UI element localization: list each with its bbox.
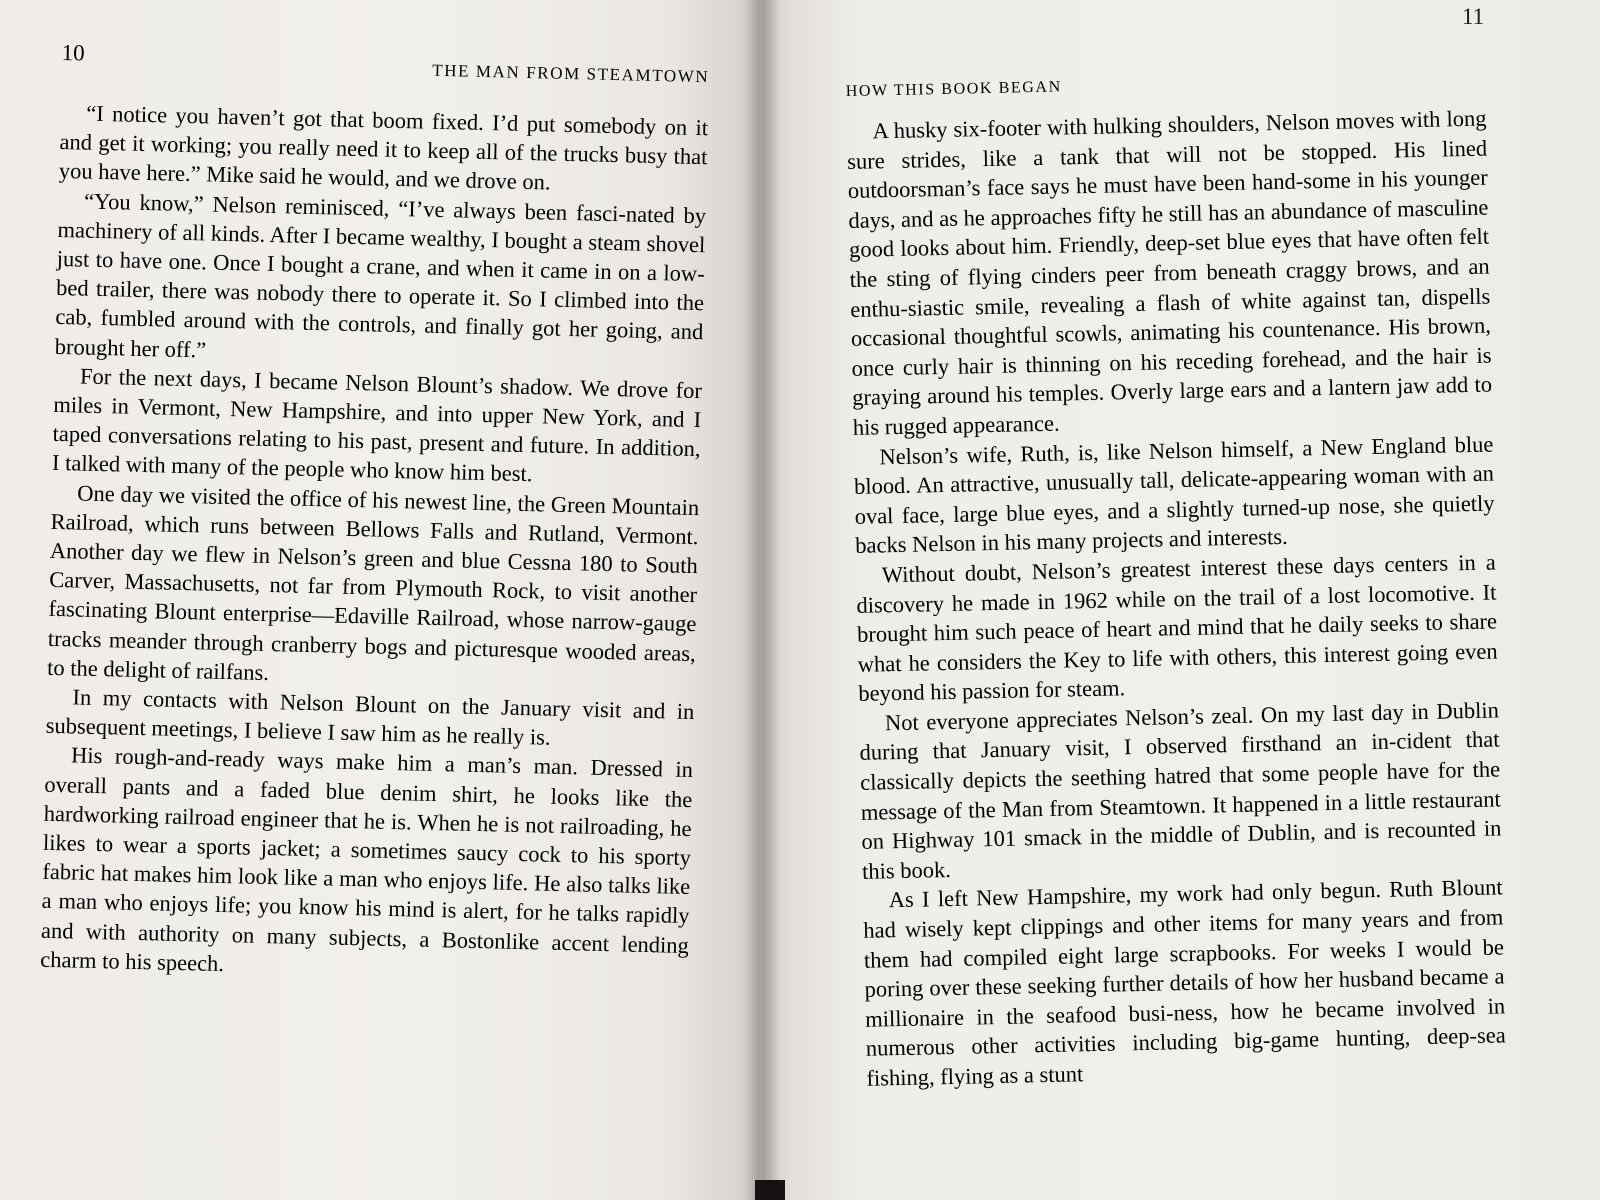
paragraph: Without doubt, Nelson’s greatest interest these days centers in a discovery he made in 1962 while on the trail of a lost locomotive. It brought him such peace of heart and mind that he daily seeks to share what he considers the Key to life with others, this interest going even beyond his passion for steam.: [856, 549, 1498, 707]
paragraph: “You know,” Nelson reminisced, “I’ve always been fasci-nated by machinery of all kinds. After I became wealthy, I bought a steam shovel just to have one. Once I bought a crane, and when it came in on a low-bed trailer, there was nobody there to operate it. So I climbed into the cab, fumbled around with the controls, and finally got her going, and brought her off.”: [54, 188, 707, 363]
paragraph: For the next days, I became Nelson Blount’s shadow. We drove for miles in Vermont, New Hampshire, and into upper New York, and I taped conversations relating to his past, present and future. In addition, I talked with many of the people who know him best.: [51, 363, 703, 487]
right-running-head: HOW THIS BOOK BEGAN: [845, 78, 1062, 100]
paragraph: Not everyone appreciates Nelson’s zeal. On my last day in Dublin during that January visit, I observed firsthand an in-cident that classically depicts the seething hatred that some people have for the message of the Man from Steamtown. It happened in a little restaurant on Highway 101 smack in the middle of Dublin, and is recounted in this book.: [859, 697, 1502, 884]
right-page-body: [846, 104, 1506, 1094]
left-page-number: 10: [61, 40, 85, 66]
left-running-head: THE MAN FROM STEAMTOWN: [432, 60, 710, 87]
paragraph: His rough-and-ready ways make him a man’s man. Dressed in overall pants and a faded blue denim shirt, he looks like the hardworking railroad engineer that he is. When he is not railroading, he likes to wear a sports jacket; a sometimes saucy cock to his sporty fabric hat makes him look like a man who enjoys life. He also talks like a man who enjoys life; you know his mind is alert, for he talks rapidly and with authority on many subjects, a Bostonlike accent lending charm to his speech.: [40, 742, 694, 976]
paragraph: One day we visited the office of his newest line, the Green Mountain Railroad, which runs between Bellows Falls and Rutland, Vermont. Another day we flew in Nelson’s green and blue Cessna 180 to South Carver, Massachusetts, not far from Plymouth Rock, to visit another fascinating Blount enterprise—Edaville Railroad, whose narrow-gauge tracks meander through cranberry bogs and picturesque wooded areas, to the delight of railfans.: [46, 480, 700, 685]
paragraph: Nelson’s wife, Ruth, is, like Nelson himself, a New England blue blood. An attractive, unusually tall, delicate-appearing woman with an oval face, large blue eyes, and a slightly turned-up nose, she quietly backs Nelson in his many projects and interests.: [853, 431, 1495, 559]
paragraph: A husky six-footer with hulking shoulders, Nelson moves with long sure strides, like a tank that will not be stopped. His lined outdoorsman’s face says he must have been hand-some in his younger days, and as he approaches fifty he still has an abundance of masculine good looks about him. Friendly, deep-set blue eyes that have often felt the sting of flying cinders peer from beneath craggy brows, and an enthu-siastic smile, revealing a flash of white against tan, dispells occasional thoughtful scowls, animating his countenance. His brown, once curly hair is thinning on his receding forehead, and the hair is graying around his temples. Overly large ears and a lantern jaw add to his rugged appearance.: [846, 105, 1493, 440]
paragraph: In my contacts with Nelson Blount on the January visit and in subsequent meetings, I believe I saw him as he really is.: [45, 684, 695, 750]
paragraph: As I left New Hampshire, my work had only begun. Ruth Blount had wisely kept clippings and other items for many years and from them had compiled eight large scrapbooks. For weeks I would be poring over these seeking further details of how her husband became a millionaire in the seafood busi-ness, how he became involved in numerous other activities including big-game hunting, deep-sea fishing, flying as a stunt: [863, 874, 1506, 1091]
right-page-number: 11: [1462, 4, 1485, 29]
left-page-body: [40, 98, 708, 989]
book-spine-edge: [755, 1180, 785, 1200]
paragraph: “I notice you haven’t got that boom fixed. I’d put somebody on it and get it working; you really need it to keep all of the trucks busy that you have here.” Mike said he would, and we drove on.: [58, 100, 709, 195]
